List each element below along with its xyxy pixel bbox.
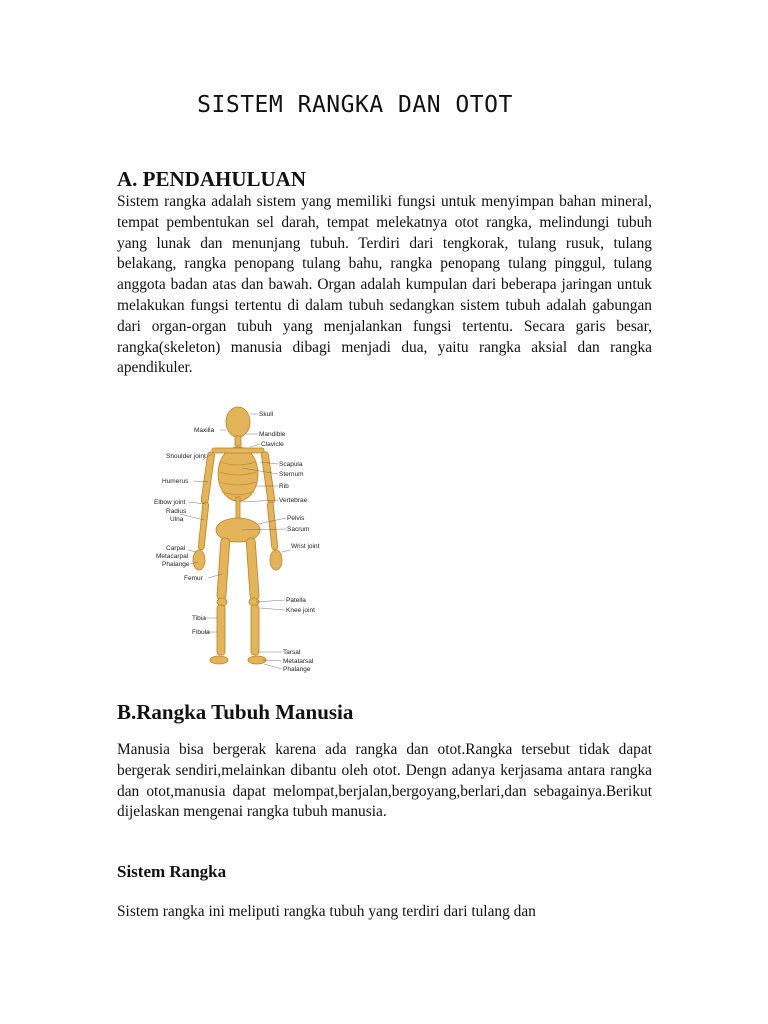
label-fibula: Fibula (192, 629, 210, 636)
paragraph-rangka-tubuh: Manusia bisa bergerak karena ada rangka dan otot.Rangka tersebut tidak dapat bergerak sendiri,melainkan dibantu oleh otot. Dengn adanya kerjasama antara rangka dan otot,manusia dapat melompat,berjalan,bergoyang,berlari,dan sebagainya.Berikut dijelaskan mengenai rangka tubuh manusia. (117, 741, 652, 821)
document-title: SISTEM RANGKA DAN OTOT (197, 92, 513, 118)
label-vertebrae: Vertebrae (279, 497, 308, 504)
label-wrist-joint: Wrist joint (291, 543, 320, 550)
label-scapula: Scapula (279, 461, 303, 468)
label-shoulder-joint: Shoulder joint (166, 453, 206, 460)
section-heading-sistem-rangka: Sistem Rangka (117, 862, 227, 881)
label-metacarpal: Metacarpal (156, 553, 189, 560)
label-metatarsal: Metatarsal (283, 658, 314, 665)
paragraph-pendahuluan: Sistem rangka adalah sistem yang memiliki fungsi untuk menyimpan bahan mineral, tempat pembentukan sel darah, tempat melekatnya otot rangka, melindungi tubuh yang lunak dan menunjang tubuh. Terdiri dari tengkorak, tulang rusuk, tulang belakang, rangka penopang tulang bahu, rangka penopang tulang pinggul, tulang anggota badan atas dan bawah. Organ adalah kumpulan dari beberapa jaringan untuk melakukan fungsi tertentu di dalam tubuh sedangkan sistem tubuh adalah gabungan dari organ-organ tubuh yang menjalankan fungsi tertentu. Secara garis besar, rangka(skeleton) manusia dibagi menjadi dua, yaitu rangka aksial dan rangka apendikuler. (117, 193, 652, 377)
label-humerus: Humerus (162, 478, 189, 485)
label-skull: Skull (259, 411, 274, 418)
label-tarsal: Tarsal (283, 649, 301, 656)
label-phalange-foot: Phalange (283, 666, 311, 673)
label-mandible: Mandible (259, 431, 286, 438)
paragraph-sistem-rangka: Sistem rangka ini meliputi rangka tubuh yang terdiri dari tulang dan (117, 903, 536, 920)
label-patella: Patella (286, 597, 306, 604)
label-femur: Femur (184, 575, 203, 582)
label-phalange-hand: Phalange (162, 561, 190, 568)
section-heading-rangka-tubuh: B.Rangka Tubuh Manusia (117, 700, 354, 724)
label-ulna: Ulna (170, 516, 184, 523)
skeleton-figure (150, 402, 320, 680)
label-knee-joint: Knee joint (286, 607, 315, 614)
label-radius: Radius (166, 508, 187, 515)
label-pelvis: Pelvis (287, 515, 305, 522)
label-sternum: Sternum (279, 471, 304, 478)
label-clavicle: Clavicle (261, 441, 284, 448)
label-sacrum: Sacrum (287, 526, 310, 533)
label-carpal: Carpal (166, 545, 186, 552)
label-rib: Rib (279, 483, 289, 490)
label-maxilla: Maxilla (194, 427, 215, 434)
label-tibia: Tibia (192, 615, 206, 622)
section-heading-pendahuluan: A. PENDAHULUAN (117, 167, 306, 191)
label-elbow-joint: Elbow joint (154, 499, 186, 506)
